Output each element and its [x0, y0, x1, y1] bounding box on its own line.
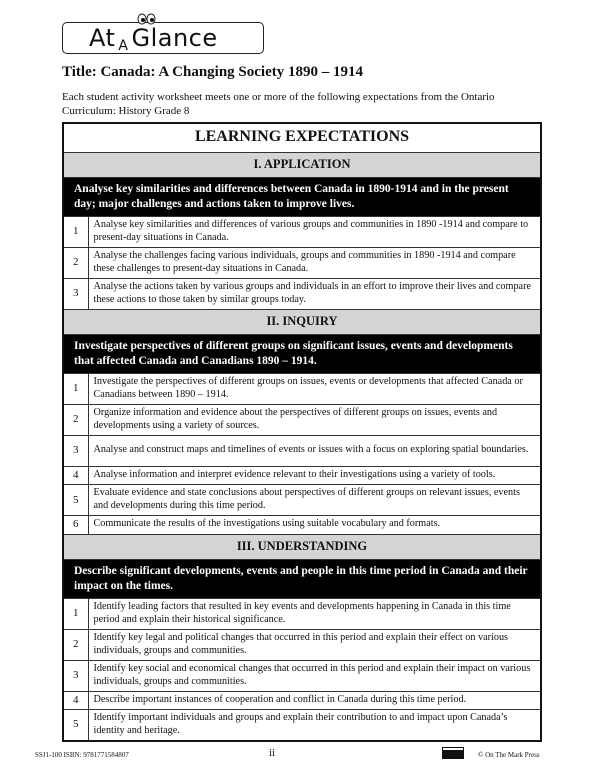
logo-text-a: A [118, 38, 129, 54]
table-row [63, 466, 541, 485]
item-number: 1 [63, 598, 88, 629]
item-number: 5 [63, 485, 88, 516]
press-logo-icon [443, 748, 463, 758]
table-row [63, 247, 541, 278]
section-title: III. UNDERSTANDING [63, 534, 541, 559]
learning-expectations-table [62, 122, 542, 742]
footer-code: SSJ1-100 ISBN: 9781771584807 [35, 750, 129, 759]
item-text: Identify key legal and political changes that occurred in this period and explain their effect on various individuals, groups and communities. [88, 629, 541, 660]
table-row [63, 710, 541, 741]
item-text: Identify important individuals and groups and explain their contribution to and impact upon Canada’s identity and heritage. [88, 710, 541, 741]
section-title: I. APPLICATION [63, 152, 541, 177]
item-number: 1 [63, 373, 88, 404]
item-number: 3 [63, 660, 88, 691]
table-row [63, 373, 541, 404]
at-a-glance-logo [62, 22, 264, 54]
item-text: Describe important instances of cooperation and conflict in Canada during this time period. [88, 691, 541, 710]
intro-text: Each student activity worksheet meets one or more of the following expectations from the Ontario Curriculum: History Grade 8 [62, 91, 495, 117]
item-text: Analyse information and interpret evidence relevant to their investigations using a variety of tools. [88, 466, 541, 485]
item-text: Analyse the actions taken by various groups and individuals in an effort to improve their lives and compare these actions to those taken by similar groups today. [88, 278, 541, 309]
item-text: Evaluate evidence and state conclusions about perspectives of different groups on relevant issues, events and developments during this time period. [88, 485, 541, 516]
item-number: 3 [63, 435, 88, 466]
item-number: 4 [63, 691, 88, 710]
table-row [63, 516, 541, 535]
table-row [63, 629, 541, 660]
item-number: 2 [63, 404, 88, 435]
table-row [63, 660, 541, 691]
item-text: Organize information and evidence about the perspectives of different groups on issues, events and developments using a variety of sources. [88, 404, 541, 435]
item-text: Analyse and construct maps and timelines of events or issues with a focus on exploring spatial boundaries. [88, 435, 541, 466]
table-row [63, 485, 541, 516]
footer [35, 748, 600, 768]
logo-text-left: At [89, 24, 116, 52]
item-number: 2 [63, 247, 88, 278]
item-text: Identify leading factors that resulted in key events and developments happening in Canada in this time period and explain their historical significance. [88, 598, 541, 629]
item-text: Identify key social and economical changes that occurred in this period and explain their impact on various individuals, groups and communities. [88, 660, 541, 691]
item-text: Communicate the results of the investigations using suitable vocabulary and formats. [88, 516, 541, 535]
table-row [63, 404, 541, 435]
item-text: Investigate the perspectives of different groups on issues, events or developments that affected Canada or Canadians between 1890 – 1914. [88, 373, 541, 404]
table-row [63, 435, 541, 466]
page-title: Title: Canada: A Changing Society 1890 – 1914 [62, 64, 364, 80]
table-row [63, 278, 541, 309]
item-number: 4 [63, 466, 88, 485]
item-number: 1 [63, 216, 88, 247]
item-number: 2 [63, 629, 88, 660]
item-text: Analyse key similarities and differences of various groups and communities in 1890 -1914 and compare to present-day situations in Canada. [88, 216, 541, 247]
logo-text-right: Glance [131, 24, 218, 52]
eyes-icon [137, 13, 157, 25]
copyright: © On The Mark Press [478, 750, 540, 759]
item-number: 6 [63, 516, 88, 535]
item-number: 5 [63, 710, 88, 741]
table-row [63, 598, 541, 629]
item-number: 3 [63, 278, 88, 309]
section-overall-expectation: Analyse key similarities and differences between Canada in 1890-1914 and in the present day; major challenges and actions taken to improve lives. [63, 177, 541, 216]
item-text: Analyse the challenges facing various individuals, groups and communities in 1890 -1914 and compare these challenges to present-day situations in Canada. [88, 247, 541, 278]
section-title: II. INQUIRY [63, 309, 541, 334]
table-row [63, 216, 541, 247]
section-overall-expectation: Investigate perspectives of different groups on significant issues, events and developments that affected Canada and Canadians 1890 – 1914. [63, 334, 541, 373]
page-number: ii [269, 746, 276, 759]
table-header: LEARNING EXPECTATIONS [63, 123, 541, 152]
section-overall-expectation: Describe significant developments, events and people in this time period in Canada and their impact on the times. [63, 559, 541, 598]
table-row [63, 691, 541, 710]
